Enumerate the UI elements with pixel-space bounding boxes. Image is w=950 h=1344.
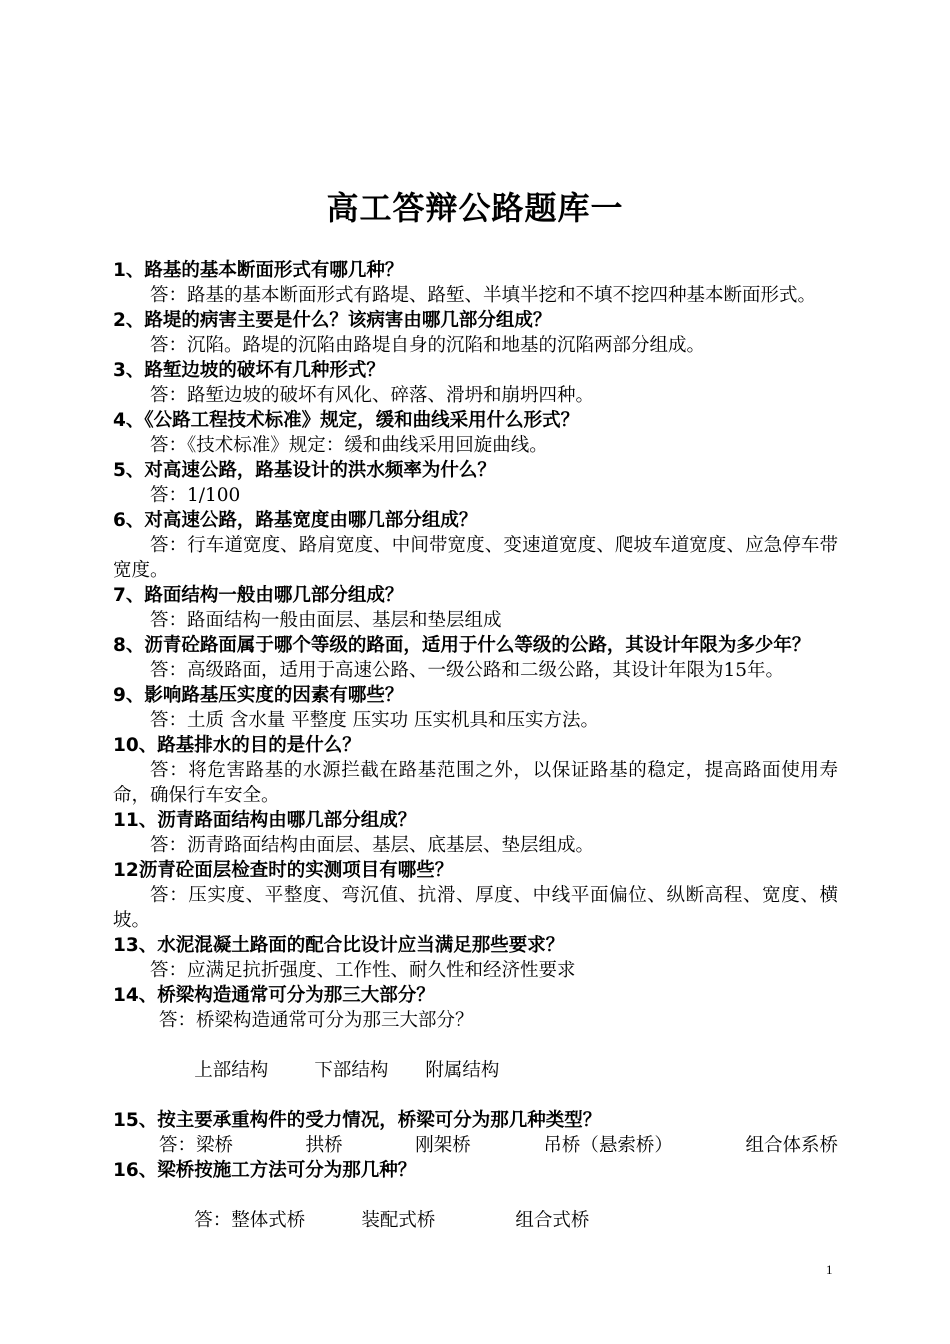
question: 1、路基的基本断面形式有哪几种？ — [113, 260, 404, 281]
question: 9、影响路基压实度的因素有哪些？ — [113, 685, 404, 706]
bridge-type: 吊桥（悬索桥） — [543, 1135, 673, 1156]
bridge-type: 刚架桥 — [415, 1135, 471, 1156]
question: 8、沥青砼路面属于哪个等级的路面，适用于什么等级的公路，其设计年限为多少年？ — [113, 635, 811, 656]
bridge-type: 答：梁桥 — [159, 1135, 234, 1156]
answer: 答：沥青路面结构由面层、基层、底基层、垫层组成。 — [150, 835, 595, 856]
question: 13、水泥混凝土路面的配合比设计应当满足那些要求？ — [113, 935, 565, 956]
answer: 答：行车道宽度、路肩宽度、中间带宽度、变速道宽度、爬坡车道宽度、应急停车带宽度。 — [113, 535, 838, 581]
answer: 答：路基的基本断面形式有路堤、路堑、半填半挖和不填不挖四种基本断面形式。 — [150, 285, 817, 306]
answer: 答：高级路面，适用于高速公路、一级公路和二级公路，其设计年限为15年。 — [150, 660, 785, 681]
answer: 答：应满足抗折强度、工作性、耐久性和经济性要求 — [150, 960, 576, 981]
answer: 答：桥梁构造通常可分为那三大部分？ — [159, 1010, 474, 1031]
answer: 答：将危害路基的水源拦截在路基范围之外，以保证路基的稳定，提高路面使用寿命，确保行车安全。 — [113, 760, 838, 806]
question: 15、按主要承重构件的受力情况，桥梁可分为那几种类型？ — [113, 1110, 602, 1131]
question: 12沥青砼面层检查时的实测项目有哪些？ — [113, 860, 454, 881]
question: 14、桥梁构造通常可分为那三大部分？ — [113, 985, 435, 1006]
answer: 答：压实度、平整度、弯沉值、抗滑、厚度、中线平面偏位、纵断高程、宽度、横坡。 — [113, 885, 838, 931]
question: 7、路面结构一般由哪几部分组成？ — [113, 585, 404, 606]
bridge-parts-row — [113, 1033, 838, 1108]
question: 10、路基排水的目的是什么？ — [113, 735, 361, 756]
answer: 答：《技术标准》规定：缓和曲线采用回旋曲线。 — [150, 435, 548, 456]
construction-type: 答：整体式桥 — [194, 1210, 306, 1231]
question: 4、《公路工程技术标准》规定，缓和曲线采用什么形式？ — [113, 410, 580, 431]
page-number: 1 — [826, 1262, 833, 1277]
bridge-types-row — [113, 1133, 838, 1158]
bridge-type: 组合体系桥 — [745, 1135, 838, 1156]
construction-type: 组合式桥 — [515, 1210, 590, 1231]
answer: 答：沉陷。路堤的沉陷由路堤自身的沉陷和地基的沉陷两部分组成。 — [150, 335, 706, 356]
question: 5、对高速公路，路基设计的洪水频率为什么？ — [113, 460, 496, 481]
document-title: 高工答辩公路题库一 — [326, 189, 624, 227]
question: 11、沥青路面结构由哪几部分组成？ — [113, 810, 417, 831]
bridge-part: 上部结构 — [194, 1060, 269, 1081]
qa-list — [113, 258, 838, 1258]
answer: 答：路堑边坡的破坏有风化、碎落、滑坍和崩坍四种。 — [150, 385, 595, 406]
bridge-part: 下部结构 — [314, 1060, 389, 1081]
question: 2、路堤的病害主要是什么？该病害由哪几部分组成？ — [113, 310, 552, 331]
question: 6、对高速公路，路基宽度由哪几部分组成？ — [113, 510, 478, 531]
answer: 答：1/100 — [150, 485, 241, 506]
bridge-type: 拱桥 — [305, 1135, 343, 1156]
question: 3、路堑边坡的破坏有几种形式？ — [113, 360, 385, 381]
question: 16、梁桥按施工方法可分为那几种？ — [113, 1160, 417, 1181]
construction-type: 装配式桥 — [361, 1210, 436, 1231]
answer: 答：路面结构一般由面层、基层和垫层组成 — [150, 610, 502, 631]
answer: 答：土质 含水量 平整度 压实功 压实机具和压实方法。 — [150, 710, 600, 731]
bridge-part: 附属结构 — [425, 1060, 500, 1081]
construction-types-row — [113, 1183, 838, 1258]
